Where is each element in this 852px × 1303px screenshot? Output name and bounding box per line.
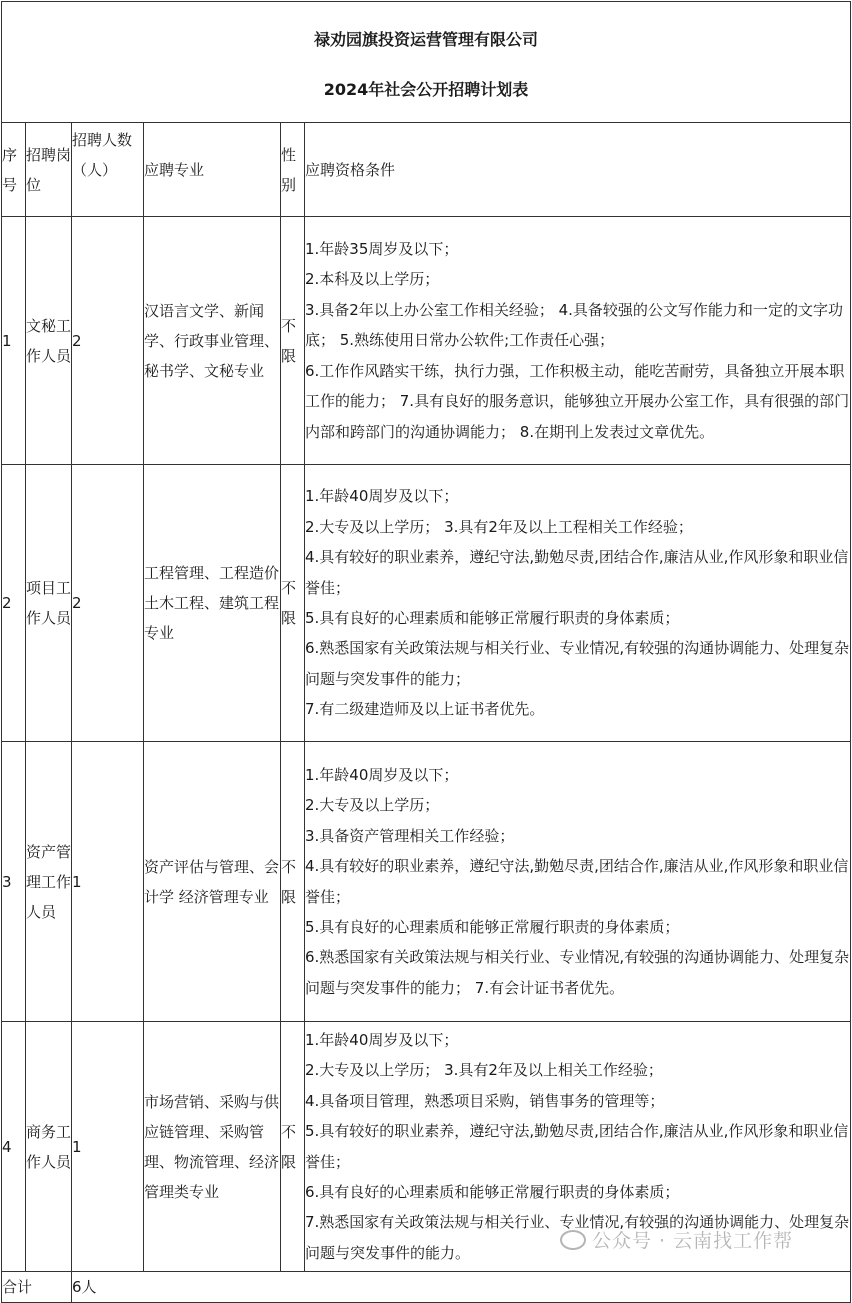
table-row	[2, 742, 851, 1022]
row-conditions	[305, 742, 851, 1022]
header-major: 应聘专业	[144, 123, 281, 217]
condition-item: 2.本科及以上学历；	[305, 270, 440, 289]
wechat-logo-icon	[560, 1230, 586, 1250]
condition-item: 5.具有良好的心理素质和能够正常履行职责的身体素质；	[305, 609, 680, 627]
header-seq: 序号	[2, 123, 26, 217]
recruitment-table	[1, 1, 851, 1303]
row-major: 汉语言文学、新闻学、行政事业管理、秘书学、文秘专业	[144, 217, 281, 465]
row-count: 1	[72, 1022, 144, 1272]
header-conditions: 应聘资格条件	[305, 123, 851, 217]
condition-item: 4.具有较好的职业素养，遵纪守法,勤勉尽责,团结合作,廉洁从业,作风形象和职业信誉佳；	[305, 857, 849, 906]
table-row	[2, 465, 851, 742]
condition-item: 6.熟悉国家有关政策法规与相关行业、专业情况,有较强的沟通协调能力、处理复杂问题与突发事件的能力；	[305, 639, 850, 688]
row-gender: 不限	[281, 742, 305, 1022]
condition-item: 1.年龄40周岁及以下；	[305, 487, 459, 506]
row-major: 资产评估与管理、会计学 经济管理专业	[144, 742, 281, 1022]
condition-item: 1.年龄40周岁及以下；	[305, 1030, 459, 1049]
row-count: 1	[72, 742, 144, 1022]
header-count: 招聘人数（人）	[72, 123, 144, 217]
row-gender: 不限	[281, 1022, 305, 1272]
row-gender: 不限	[281, 465, 305, 742]
condition-item: 4.具有较好的职业素养，遵纪守法,勤勉尽责,团结合作,廉洁从业,作风形象和职业信誉佳；	[305, 548, 849, 597]
watermark-text: 公众号 · 云南找工作帮	[592, 1230, 794, 1252]
condition-item: 1.年龄35周岁及以下；	[305, 240, 459, 259]
title-row	[2, 2, 851, 123]
title-cell	[2, 2, 851, 123]
plan-title: 2024年社会公开招聘计划表	[323, 80, 529, 99]
row-major: 市场营销、采购与供应链管理、采购管理、物流管理、经济管理类专业	[144, 1022, 281, 1272]
condition-item: 7.有二级建造师及以上证书者优先。	[305, 700, 545, 719]
condition-item: 5.具有良好的心理素质和能够正常履行职责的身体素质；	[305, 917, 680, 936]
row-conditions	[305, 217, 851, 465]
row-conditions	[305, 465, 851, 742]
condition-item: 2.大专及以上学历； 3.具有2年及以上相关工作经验；	[305, 1061, 663, 1080]
condition-item: 6.具有良好的心理素质和能够正常履行职责的身体素质；	[305, 1182, 680, 1201]
row-position: 商务工作人员	[26, 1022, 72, 1272]
condition-item: 6.熟悉国家有关政策法规与相关行业、专业情况,有较强的沟通协调能力、处理复杂问题与突发事件的能力； 7.有会计证书者优先。	[305, 948, 850, 997]
condition-item: 1.年龄40周岁及以下；	[305, 765, 459, 784]
total-row	[2, 1272, 851, 1303]
row-position: 资产管理工作人员	[26, 742, 72, 1022]
row-position: 文秘工作人员	[26, 217, 72, 465]
condition-item: 5.具有较好的职业素养，遵纪守法,勤勉尽责,团结合作,廉洁从业,作风形象和职业信誉佳；	[305, 1122, 849, 1171]
row-seq: 2	[2, 465, 26, 742]
condition-item: 3.具备2年以上办公室工作相关经验； 4.具备较强的公文写作能力和一定的文字功底； 5.熟练使用日常办公软件;工作责任心强；	[305, 300, 843, 350]
row-seq: 3	[2, 742, 26, 1022]
header-row	[2, 123, 851, 217]
row-seq: 4	[2, 1022, 26, 1272]
row-count: 2	[72, 217, 144, 465]
header-position: 招聘岗位	[26, 123, 72, 217]
condition-item: 2.大专及以上学历； 3.具有2年及以上工程相关工作经验；	[305, 517, 693, 536]
condition-item: 6.工作作风踏实干练，执行力强，工作积极主动，能吃苦耐劳，具备独立开展本职工作的能力； 7.具有良好的服务意识，能够独立开展办公室工作，具有很强的部门内部和跨部门的沟通协调能力； 8.在期刊上发表过文章优先。	[305, 361, 850, 441]
company-name: 禄劝园旗投资运营管理有限公司	[314, 30, 539, 49]
row-position: 项目工作人员	[26, 465, 72, 742]
header-gender: 性别	[281, 123, 305, 217]
condition-item: 2.大专及以上学历；	[305, 796, 440, 815]
condition-item: 3.具备资产管理相关工作经验；	[305, 826, 515, 845]
row-seq: 1	[2, 217, 26, 465]
row-gender: 不限	[281, 217, 305, 465]
total-value: 6人	[72, 1272, 851, 1303]
condition-item: 4.具备项目管理，熟悉项目采购，销售事务的管理等；	[305, 1091, 665, 1110]
watermark	[560, 1226, 793, 1253]
condition-item: 7.熟悉国家有关政策法规与相关行业、专业情况,有较强的沟通协调能力、处理复杂问题与突发事件的能力。	[305, 1213, 850, 1262]
row-count: 2	[72, 465, 144, 742]
row-major: 工程管理、工程造价土木工程、建筑工程专业	[144, 465, 281, 742]
table-row	[2, 217, 851, 465]
total-label: 合计	[2, 1272, 72, 1303]
